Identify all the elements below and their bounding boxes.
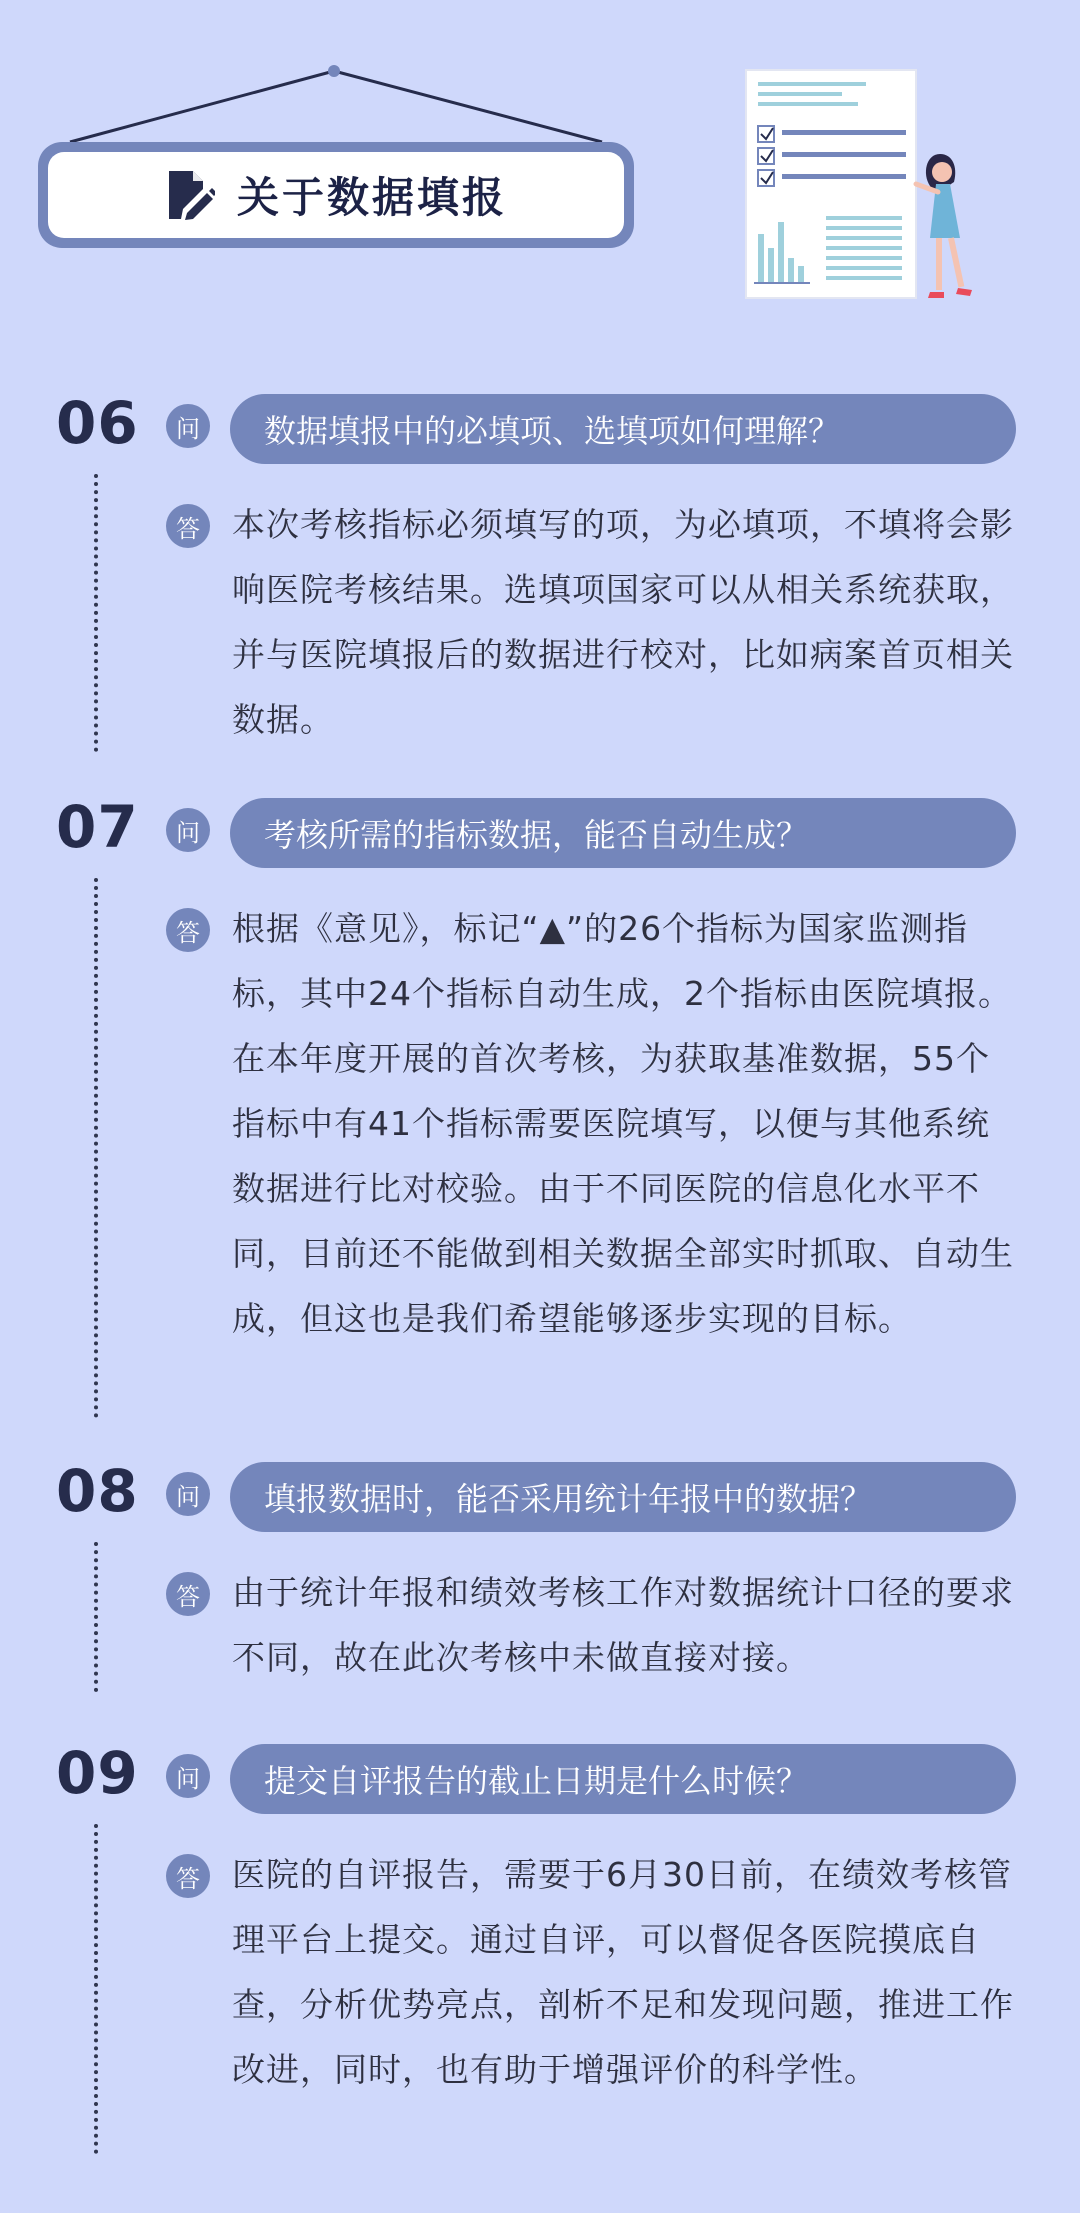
qa-number: 09 [56, 1739, 139, 1807]
qa-section-09 [0, 1739, 1080, 2164]
qa-section-07 [0, 793, 1080, 1438]
header-banner-inner [48, 152, 624, 238]
dotted-timeline [94, 878, 98, 1418]
answer-text: 根据《意见》，标记“▲”的26个指标为国家监测指标，其中24个指标自动生成，2个指标由医院填报。在本年度开展的首次考核，为获取基准数据，55个指标中有41个指标需要医院填写，以便与其他系统数据进行比对校验。由于不同医院的信息化水平不同，目前还不能做到相关数据全部实时抓取、自动生成，但这也是我们希望能够逐步实现的目标。 [232, 909, 1014, 1338]
answer-text: 本次考核指标必须填写的项，为必填项，不填将会影响医院考核结果。选填项国家可以从相关系统获取，并与医院填报后的数据进行校对，比如病案首页相关数据。 [232, 505, 1014, 739]
dotted-timeline [94, 1824, 98, 2154]
qa-number: 08 [56, 1457, 139, 1525]
question-badge: 问 [166, 808, 210, 852]
edit-document-icon [165, 169, 215, 221]
answer-badge: 答 [166, 1572, 210, 1616]
question-badge: 问 [166, 1754, 210, 1798]
qa-section-08 [0, 1457, 1080, 1702]
question-pill: 数据填报中的必填项、选填项如何理解？ [230, 394, 1016, 464]
question-pill: 填报数据时，能否采用统计年报中的数据？ [230, 1462, 1016, 1532]
banner-hanger [0, 0, 700, 160]
answer-text: 医院的自评报告，需要于6月30日前，在绩效考核管理平台上提交。通过自评，可以督促各医院摸底自查，分析优势亮点，剖析不足和发现问题，推进工作改进，同时，也有助于增强评价的科学性。 [232, 1855, 1014, 2089]
dotted-timeline [94, 1542, 98, 1692]
checklist-presenter-illustration [740, 62, 1000, 312]
qa-number: 06 [56, 389, 139, 457]
question-pill: 考核所需的指标数据，能否自动生成？ [230, 798, 1016, 868]
qa-number: 07 [56, 793, 139, 861]
header-banner [38, 142, 634, 248]
answer-text: 由于统计年报和绩效考核工作对数据统计口径的要求不同，故在此次考核中未做直接对接。 [232, 1573, 1014, 1677]
answer-badge: 答 [166, 504, 210, 548]
header-title: 关于数据填报 [236, 173, 507, 222]
question-pill: 提交自评报告的截止日期是什么时候？ [230, 1744, 1016, 1814]
question-badge: 问 [166, 1472, 210, 1516]
qa-section-06 [0, 389, 1080, 764]
answer-badge: 答 [166, 1854, 210, 1898]
question-badge: 问 [166, 404, 210, 448]
dotted-timeline [94, 474, 98, 752]
answer-badge: 答 [166, 908, 210, 952]
